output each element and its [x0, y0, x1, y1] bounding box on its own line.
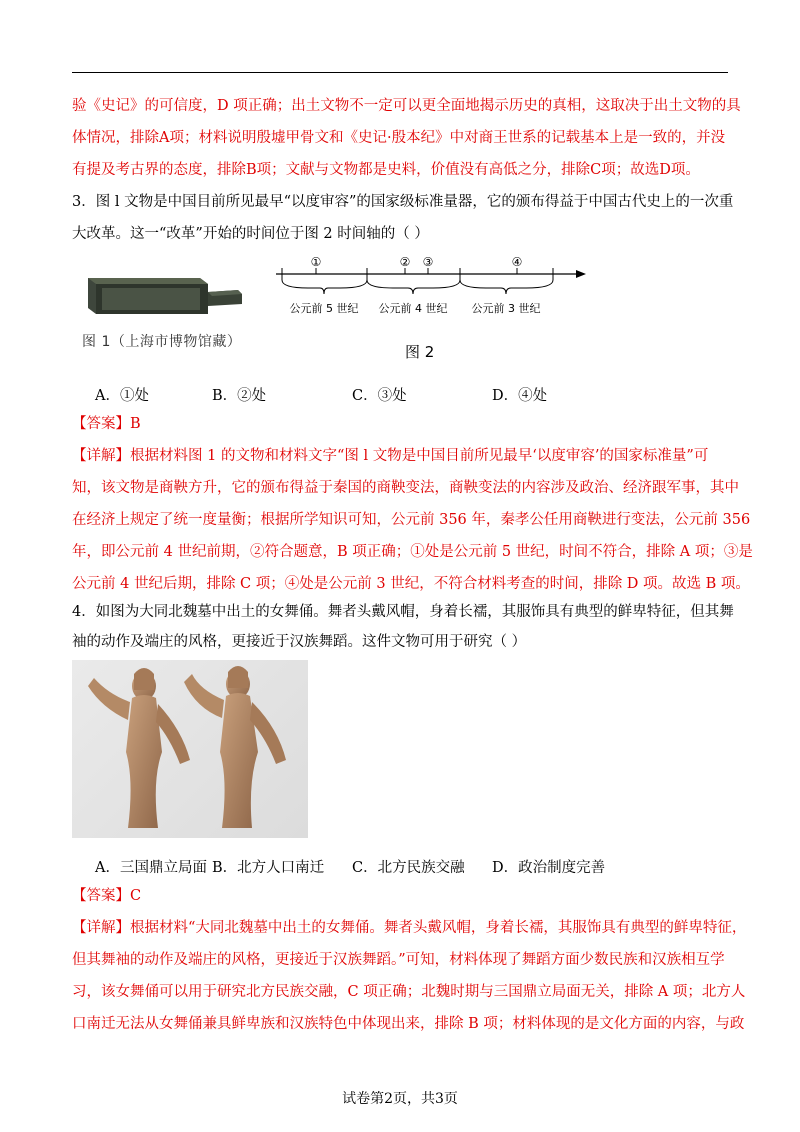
q3-detail-line: 知，该文物是商鞅方升，它的颁布得益于秦国的商鞅变法，商鞅变法的内容涉及政治、经济跟军事，其中 — [72, 480, 739, 496]
dancer-figurines-photo — [72, 660, 308, 838]
q3-detail-line: 年，即公元前 4 世纪前期，②符合题意，B 项正确；①处是公元前 5 世纪，时间不符合，排除 A 项；③是 — [72, 544, 753, 560]
q3-detail-line: 公元前 4 世纪后期，排除 C 项；④处是公元前 3 世纪，不符合材料考查的时间，排除 D 项。故选 B 项。 — [72, 576, 750, 592]
q4-option-a: A．三国鼎立局面 — [95, 860, 207, 876]
page-footer: 试卷第2页，共3页 — [342, 1091, 458, 1107]
intro-line: 有提及考古界的态度，排除B项；文献与文物都是史料，价值没有高低之分，排除C项；故选D项。 — [72, 162, 700, 178]
q3-detail-line: 【详解】根据材料图 1 的文物和材料文字“图 l 文物是中国目前所见最早‘以度审容’的国家标准量”可 — [72, 448, 709, 464]
q3-stem-line: 3．图 l 文物是中国目前所见最早“以度审容”的国家级标准量器，它的颁布得益于中国古代史上的一次重 — [72, 194, 734, 210]
q4-detail-line: 习，该女舞俑可以用于研究北方民族交融，C 项正确；北魏时期与三国鼎立局面无关，排除 A 项；北方人 — [72, 984, 746, 1000]
q3-option-d: D．④处 — [492, 388, 548, 404]
period-label: 公元前 4 世纪 — [378, 302, 448, 315]
q4-stem-line: 袖的动作及端庄的风格，更接近于汉族舞蹈。这件文物可用于研究（ ） — [72, 634, 527, 650]
q3-option-c: C．③处 — [352, 388, 407, 404]
q3-answer: 【答案】B — [72, 416, 141, 432]
marker-2: ② — [399, 255, 411, 269]
q3-option-b: B．②处 — [212, 388, 267, 404]
period-label: 公元前 5 世纪 — [289, 302, 359, 315]
period-label: 公元前 3 世纪 — [471, 302, 541, 315]
q4-option-d: D．政治制度完善 — [492, 860, 606, 876]
header-rule — [72, 72, 728, 73]
q4-option-b: B．北方人口南迁 — [212, 860, 325, 876]
q3-stem-line: 大改革。这一“改革”开始的时间位于图 2 时间轴的（ ） — [72, 226, 429, 242]
fig1-caption: 图 1（上海市博物馆藏） — [82, 334, 242, 350]
q4-detail-line: 但其舞袖的动作及端庄的风格，更接近于汉族舞蹈。”可知，材料体现了舞蹈方面少数民族和汉族相互学 — [72, 952, 725, 968]
q3-detail-line: 在经济上规定了统一度量衡；根据所学知识可知，公元前 356 年，秦孝公任用商鞅进行变法，公元前 356 — [72, 512, 751, 528]
q4-detail-line: 口南迁无法从女舞俑兼具鲜卑族和汉族特色中体现出来，排除 B 项；材料体现的是文化方面的内容，与政 — [72, 1016, 745, 1032]
marker-4: ④ — [511, 255, 523, 269]
q4-detail-line: 【详解】根据材料“大同北魏墓中出土的女舞俑。舞者头戴风帽，身着长襦，其服饰具有典型的鲜卑特征， — [72, 920, 747, 936]
marker-1: ① — [310, 255, 322, 269]
q3-option-a: A．①处 — [95, 388, 149, 404]
q4-option-c: C．北方民族交融 — [352, 860, 465, 876]
intro-line: 体情况，排除A项；材料说明殷墟甲骨文和《史记·殷本纪》中对商王世系的记载基本上是一致的，并没 — [72, 130, 726, 146]
intro-line: 验《史记》的可信度，D 项正确；出土文物不一定可以更全面地揭示历史的真相，这取决于出土文物的具 — [72, 98, 741, 114]
marker-3: ③ — [422, 255, 434, 269]
q4-stem-line: 4．如图为大同北魏墓中出土的女舞俑。舞者头戴风帽，身着长襦，其服饰具有典型的鲜卑特征，但其舞 — [72, 604, 734, 620]
fig2-caption: 图 2 — [405, 343, 435, 361]
timeline-figure — [268, 252, 588, 322]
q4-answer: 【答案】C — [72, 888, 142, 904]
